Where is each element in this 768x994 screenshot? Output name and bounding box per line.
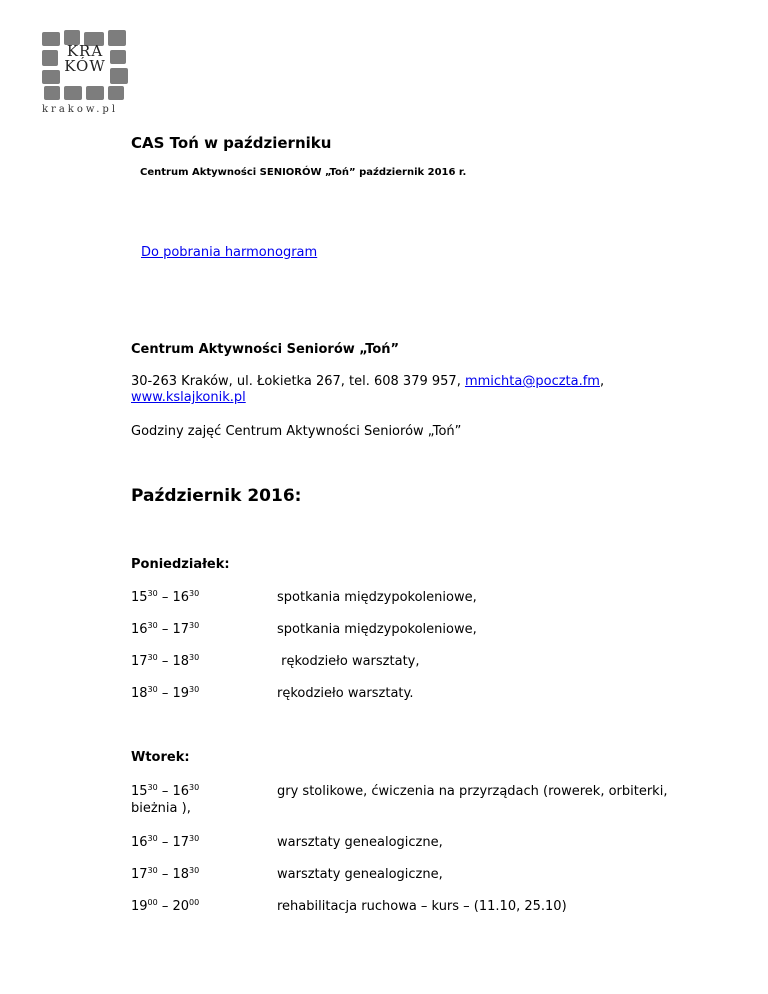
- activity: spotkania międzypokoleniowe,: [277, 590, 477, 605]
- subtitle: Centrum Aktywności SENIORÓW „Toń” październik 2016 r.: [140, 167, 467, 178]
- start-minute: 30: [147, 621, 158, 630]
- logo-domain: krakow.pl: [42, 104, 119, 115]
- address-text: 30-263 Kraków, ul. Łokietka 267, tel. 608 379 957,: [131, 374, 465, 389]
- end-minute: 30: [189, 866, 200, 875]
- end-hour: 19: [172, 686, 190, 701]
- time-separator: –: [157, 654, 173, 669]
- end-hour: 17: [172, 622, 190, 637]
- activity: warsztaty genealogiczne,: [277, 835, 443, 850]
- time-separator: –: [157, 867, 173, 882]
- activity: rehabilitacja ruchowa – kurs – (11.10, 25.10): [277, 899, 567, 914]
- time-separator: –: [157, 835, 173, 850]
- activity-continuation: bieżnia ),: [131, 801, 191, 816]
- start-minute: 30: [147, 653, 158, 662]
- start-hour: 15: [131, 590, 148, 605]
- day-heading: Poniedziałek:: [131, 557, 230, 572]
- center-name: Centrum Aktywności Seniorów „Toń”: [131, 342, 400, 357]
- time-range: [131, 621, 199, 638]
- end-hour: 18: [172, 867, 190, 882]
- start-hour: 16: [131, 835, 148, 850]
- month-heading: Październik 2016:: [131, 486, 302, 506]
- activity: warsztaty genealogiczne,: [277, 867, 443, 882]
- hours-note: Godziny zajęć Centrum Aktywności Seniorów „Toń”: [131, 424, 462, 439]
- end-minute: 30: [189, 653, 200, 662]
- time-separator: –: [157, 590, 173, 605]
- time-range: [131, 653, 199, 670]
- page-title: CAS Toń w październiku: [131, 134, 332, 152]
- start-hour: 16: [131, 622, 148, 637]
- krakow-logo[interactable]: [38, 28, 134, 120]
- download-schedule-link[interactable]: Do pobrania harmonogram: [141, 245, 318, 260]
- start-hour: 19: [131, 899, 148, 914]
- start-hour: 17: [131, 654, 148, 669]
- start-minute: 30: [147, 834, 158, 843]
- address-separator: ,: [599, 374, 605, 389]
- end-hour: 16: [172, 590, 190, 605]
- activity: rękodzieło warsztaty.: [277, 686, 414, 701]
- time-separator: –: [157, 899, 173, 914]
- start-minute: 30: [147, 866, 158, 875]
- start-minute: 30: [147, 685, 158, 694]
- start-hour: 17: [131, 867, 148, 882]
- start-hour: 18: [131, 686, 148, 701]
- start-minute: 30: [147, 783, 158, 792]
- start-hour: 15: [131, 784, 148, 799]
- time-range: [131, 685, 199, 702]
- time-separator: –: [157, 784, 173, 799]
- email-link[interactable]: mmichta@poczta.fm: [464, 374, 600, 389]
- start-minute: 30: [147, 589, 158, 598]
- activity: rękodzieło warsztaty,: [277, 654, 420, 669]
- website-link[interactable]: www.kslajkonik.pl: [131, 390, 246, 405]
- time-separator: –: [157, 686, 173, 701]
- end-minute: 30: [189, 834, 200, 843]
- time-separator: –: [157, 622, 173, 637]
- end-hour: 17: [172, 835, 190, 850]
- end-hour: 16: [172, 784, 190, 799]
- time-range: [131, 589, 199, 606]
- end-minute: 30: [189, 621, 200, 630]
- activity: spotkania międzypokoleniowe,: [277, 622, 477, 637]
- activity: gry stolikowe, ćwiczenia na przyrządach (rowerek, orbiterki,: [277, 784, 668, 799]
- contact-address: [131, 374, 691, 406]
- end-minute: 00: [189, 898, 200, 907]
- start-minute: 00: [147, 898, 158, 907]
- logo-wordmark: KRA KÓW: [64, 42, 106, 75]
- end-minute: 30: [189, 685, 200, 694]
- time-range: [131, 834, 199, 851]
- end-minute: 30: [189, 783, 200, 792]
- time-range: [131, 898, 199, 915]
- time-range: [131, 783, 199, 800]
- day-heading: Wtorek:: [131, 750, 190, 765]
- end-hour: 18: [172, 654, 190, 669]
- end-minute: 30: [189, 589, 200, 598]
- end-hour: 20: [172, 899, 190, 914]
- logo-mosaic: [42, 28, 128, 100]
- time-range: [131, 866, 199, 883]
